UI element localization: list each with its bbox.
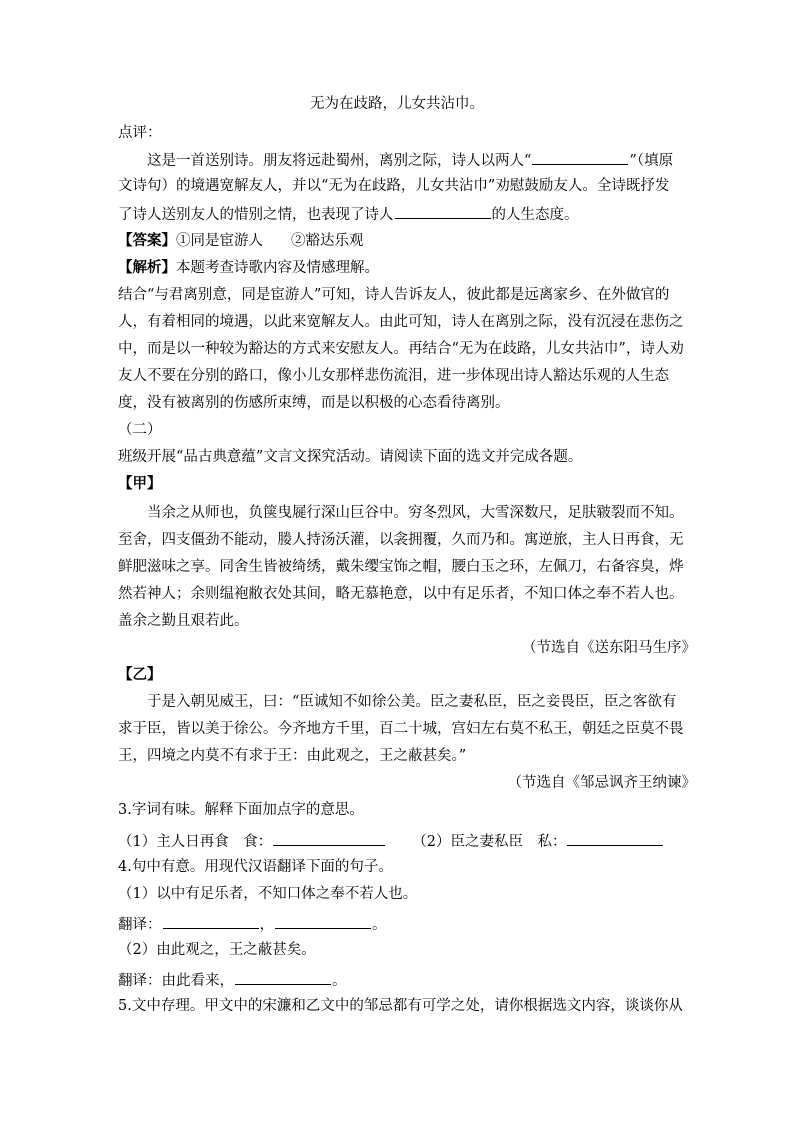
analysis-intro: 本题考查诗歌内容及情感理解。 xyxy=(176,260,379,276)
analysis-line: 度，没有被离别的伤感所束缚，而是以积极的心态看待离别。 xyxy=(118,395,510,411)
question-4-sentence-2: （2）由此观之，王之蔽甚矣。 xyxy=(118,942,316,958)
passage-jia-source: （节选自《送东阳马生序》 xyxy=(522,640,696,656)
passage-yi-line: 求于臣，皆以美于徐公。今齐地方千里，百二十城，宫妇左右莫不私王，朝廷之臣莫不畏 xyxy=(118,721,684,737)
comment-line-2: 文诗句）的境遇宽解友人，并以“无为在歧路，儿女共沾巾”劝慰鼓励友人。全诗既抒发 xyxy=(118,178,670,194)
analysis-line: 结合“与君离别意，同是宦游人”可知，诗人告诉友人，彼此都是远离家乡、在外做官的 xyxy=(118,287,670,303)
fill-blank-1[interactable] xyxy=(532,149,628,165)
question-4-title: 4.句中有意。用现代汉语翻译下面的句子。 xyxy=(118,859,393,875)
passage-jia-line: 然若神人；余则缊袍敝衣处其间，略无慕艳意，以中有足乐者，不知口体之奉不若人也。 xyxy=(118,586,684,602)
question-4-sentence-1: （1）以中有足乐者，不知口体之奉不若人也。 xyxy=(118,886,418,902)
analysis-line: 中，而是以一种较为豁达的方式来安慰友人。再结合“无为在歧路，儿女共沾巾”，诗人劝 xyxy=(118,341,684,357)
answer-blank-q3-2[interactable] xyxy=(567,830,663,846)
passage-jia-tag: 【甲】 xyxy=(118,475,162,492)
section-2-title: （二） xyxy=(118,422,162,438)
passage-yi-line: 于是入朝见威王，曰：“臣诚知不如徐公美。臣之妻私臣，臣之妾畏臣，臣之客欲有 xyxy=(147,694,677,710)
section-2-intro: 班级开展“品古典意蕴”文言文探究活动。请阅读下面的选文并完成各题。 xyxy=(118,449,583,465)
passage-yi-source: （节选自《邹忌讽齐王纳谏》 xyxy=(507,775,696,791)
answer-blank-q4-2[interactable] xyxy=(235,969,331,985)
comment-text-3a: 了诗人送别友人的惜别之情，也表现了诗人 xyxy=(118,207,394,223)
translation-comma: ， xyxy=(259,917,274,933)
answer-2: ②豁达乐观 xyxy=(291,233,364,249)
analysis-line: 友人不要在分别的路口，像小儿女那样悲伤流泪，进一步体现出诗人豁达乐观的人生态 xyxy=(118,368,669,384)
answer-blank-q4-1b[interactable] xyxy=(275,913,371,929)
passage-jia-line: 盖余之勤且艰若此。 xyxy=(118,613,249,629)
question-3-items xyxy=(118,830,678,850)
analysis-tag: 【解析】 xyxy=(118,259,176,276)
answer-tag: 【答案】 xyxy=(118,232,176,249)
comment-line-1 xyxy=(118,149,678,169)
translation-period: 。 xyxy=(372,917,387,933)
passage-jia-line: 至舍，四支僵劲不能动，媵人持汤沃灌，以衾拥覆，久而乃和。寓逆旅，主人日再食，无 xyxy=(118,532,684,548)
question-4-translation-2 xyxy=(118,969,678,989)
analysis-line: 人，有着相同的境遇，以此来宽解友人。由此可知，诗人在离别之际，没有沉浸在悲伤之 xyxy=(118,314,684,330)
passage-yi-tag: 【乙】 xyxy=(118,666,162,683)
question-3-title: 3.字词有味。解释下面加点字的意思。 xyxy=(118,802,364,818)
answer-1: ①同是宦游人 xyxy=(176,233,263,249)
question-4-translation-1 xyxy=(118,913,678,933)
comment-heading: 点评： xyxy=(118,125,162,141)
fill-blank-2[interactable] xyxy=(395,203,491,219)
passage-yi-line: 王，四境之内莫不有求于王：由此观之，王之蔽甚矣。” xyxy=(118,748,467,764)
comment-line-3 xyxy=(118,203,678,223)
comment-text-1b: ”（填原 xyxy=(629,153,674,169)
answer-blank-q3-1[interactable] xyxy=(273,830,385,846)
translation-label: 翻译： xyxy=(118,917,162,933)
comment-text-3b: 的人生态度。 xyxy=(491,207,579,223)
passage-jia-line: 当余之从师也，负箧曳屣行深山巨谷中。穷冬烈风，大雪深数尺，足肤皲裂而不知。 xyxy=(147,505,684,521)
question-5-title: 5.文中存理。甲文中的宋濂和乙文中的邹忌都有可学之处，请你根据选文内容，谈谈你从 xyxy=(118,998,683,1014)
poem-last-line: 无为在歧路，儿女共沾巾。 xyxy=(310,96,484,112)
passage-jia-line: 鲜肥滋味之享。同舍生皆被绮绣，戴朱缨宝饰之帽，腰白玉之环，左佩刀，右备容臭，烨 xyxy=(118,559,684,575)
analysis-heading xyxy=(118,258,678,278)
answer-blank-q4-1a[interactable] xyxy=(163,913,259,929)
question-3-part-2: （2）臣之妻私臣 私： xyxy=(412,834,567,850)
question-3-part-1: （1）主人日再食 食： xyxy=(118,834,273,850)
translation-period-2: 。 xyxy=(332,973,347,989)
translation-label-2: 翻译：由此看来， xyxy=(118,973,234,989)
answer-line xyxy=(118,231,678,251)
comment-text-1a: 这是一首送别诗。朋友将远赴蜀州，离别之际，诗人以两人“ xyxy=(147,153,532,169)
